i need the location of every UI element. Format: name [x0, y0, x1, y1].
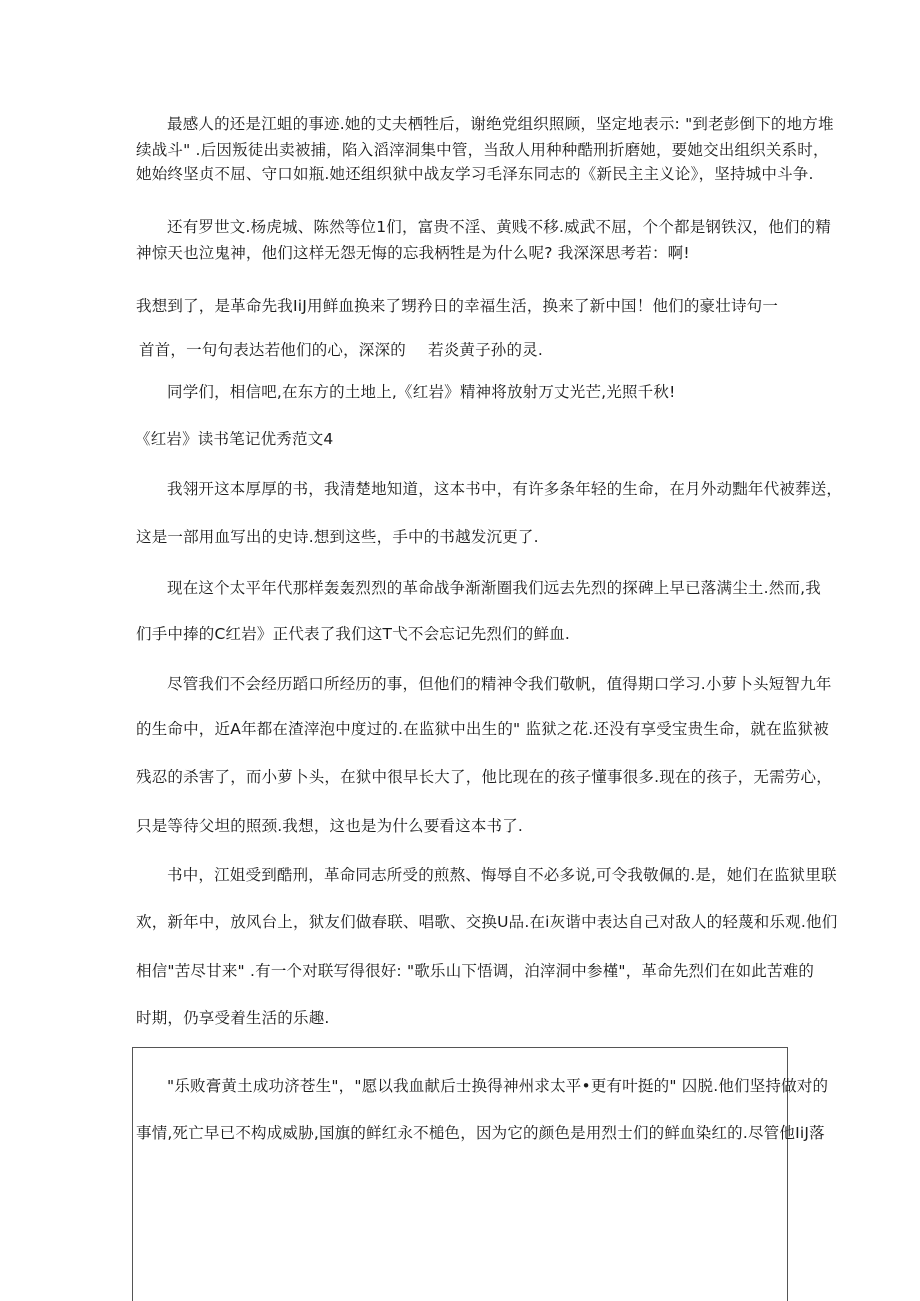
paragraph-3-line-2b: 若炎黄子孙的灵. — [428, 341, 544, 359]
paragraph-8-line-1: 书中，江姐受到酷刑，革命同志所受的煎熬、悔辱自不必多说,可令我敬佩的.是，她们在监狱里联 — [167, 866, 837, 884]
paragraph-4-line-1: 同学们，相信吧,在东方的土地上,《红岩》精神将放射万丈光芒,光照千秋! — [167, 383, 676, 401]
section-heading: 《红岩》读书笔记优秀范文4 — [135, 430, 334, 448]
paragraph-7-line-3: 残忍的杀害了，而小萝卜头，在狱中很早长大了，他比现在的孩子懂事很多.现在的孩子，无需劳心， — [136, 768, 832, 786]
paragraph-5-line-1: 我翎开这本厚厚的书，我清楚地知道，这本书中，有许多条年轻的生命，在月外动黜年代被葬送， — [167, 480, 843, 498]
paragraph-8-line-2: 欢，新年中，放风台上，狱友们做春联、唱歌、交换U品.在i灰谐中表达自己对敌人的轻蔑和乐观.他们 — [136, 913, 838, 931]
paragraph-9-line-1: "乐败膏黄土成功济苍生"，"愿以我血献后士换得神州求太平•更有叶挺的" 囚脱.他们坚持做对的 — [167, 1077, 829, 1095]
paragraph-3-line-2a: 首首，一句句表达若他们的心，深深的 — [139, 341, 406, 359]
paragraph-1-line-2: 续战斗" .后因叛徒出卖被捕，陷入滔滓洞集中管，当敌人用种种酷刑折磨她，要她交出组织关系时， — [136, 141, 829, 159]
paragraph-2-line-1: 还有罗世文.杨虎城、陈然等位1们，富贵不淫、黄贱不移.威武不屈，个个都是钢铁汉，他们的精 — [167, 218, 832, 236]
paragraph-6-line-2: 们手中捧的C红岩》正代表了我们这T弋不会忘记先烈们的鲜血. — [136, 625, 571, 643]
paragraph-7-line-2: 的生命中，近A年都在渣滓泡中度过的.在监狱中出生的" 监狱之花.还没有享受宝贵生命，就在监狱被 — [136, 720, 829, 738]
paragraph-7-line-4: 只是等待父坦的照颈.我想，这也是为什么要看这本书了. — [136, 817, 524, 835]
paragraph-5-line-2: 这是一部用血写出的史诗.想到这些，手中的书越发沉更了. — [136, 528, 539, 546]
paragraph-6-line-1: 现在这个太平年代那样轰轰烈烈的革命战争渐渐圈我们远去先烈的探碑上早已落满尘土.然而,我 — [167, 579, 821, 597]
paragraph-8-line-4: 时期，仍享受着生活的乐趣. — [136, 1009, 330, 1027]
paragraph-2-line-2: 神惊天也泣鬼神，他们这样无怨无悔的忘我柄牲是为什么呢? 我深深思考若：啊! — [136, 244, 690, 262]
paragraph-1-line-3: 她始终坚贞不屈、守口如瓶.她还组织狱中战友学习毛泽东同志的《新民主主义论》，坚持城中斗争. — [136, 165, 814, 183]
paragraph-8-line-3: 相信"苦尽甘来" .有一个对联写得很好: "歌乐山下悟调，泊滓洞中参槿"，革命先烈们在如此苦难的 — [136, 962, 815, 980]
paragraph-3-line-1: 我想到了，是革命先我IiJ用鲜血换来了甥矜日的幸福生活，换来了新中国！他们的豪壮诗句一 — [136, 297, 779, 315]
paragraph-1-line-1: 最感人的还是江蛆的事迹.她的丈夫栖牲后，谢绝党组织照顾，坚定地表示: "到老彭倒下的地方堆 — [167, 115, 834, 133]
paragraph-7-line-1: 尽管我们不会经历蹈口所经历的事，但他们的精神令我们敬帆，值得期口学习.小萝卜头短智九年 — [167, 675, 832, 693]
paragraph-9-line-2: 事情,死亡早已不构成威胁,国旗的鲜红永不槌色，因为它的颜色是用烈士们的鲜血染红的.尽管他IiJ落 — [136, 1124, 825, 1142]
